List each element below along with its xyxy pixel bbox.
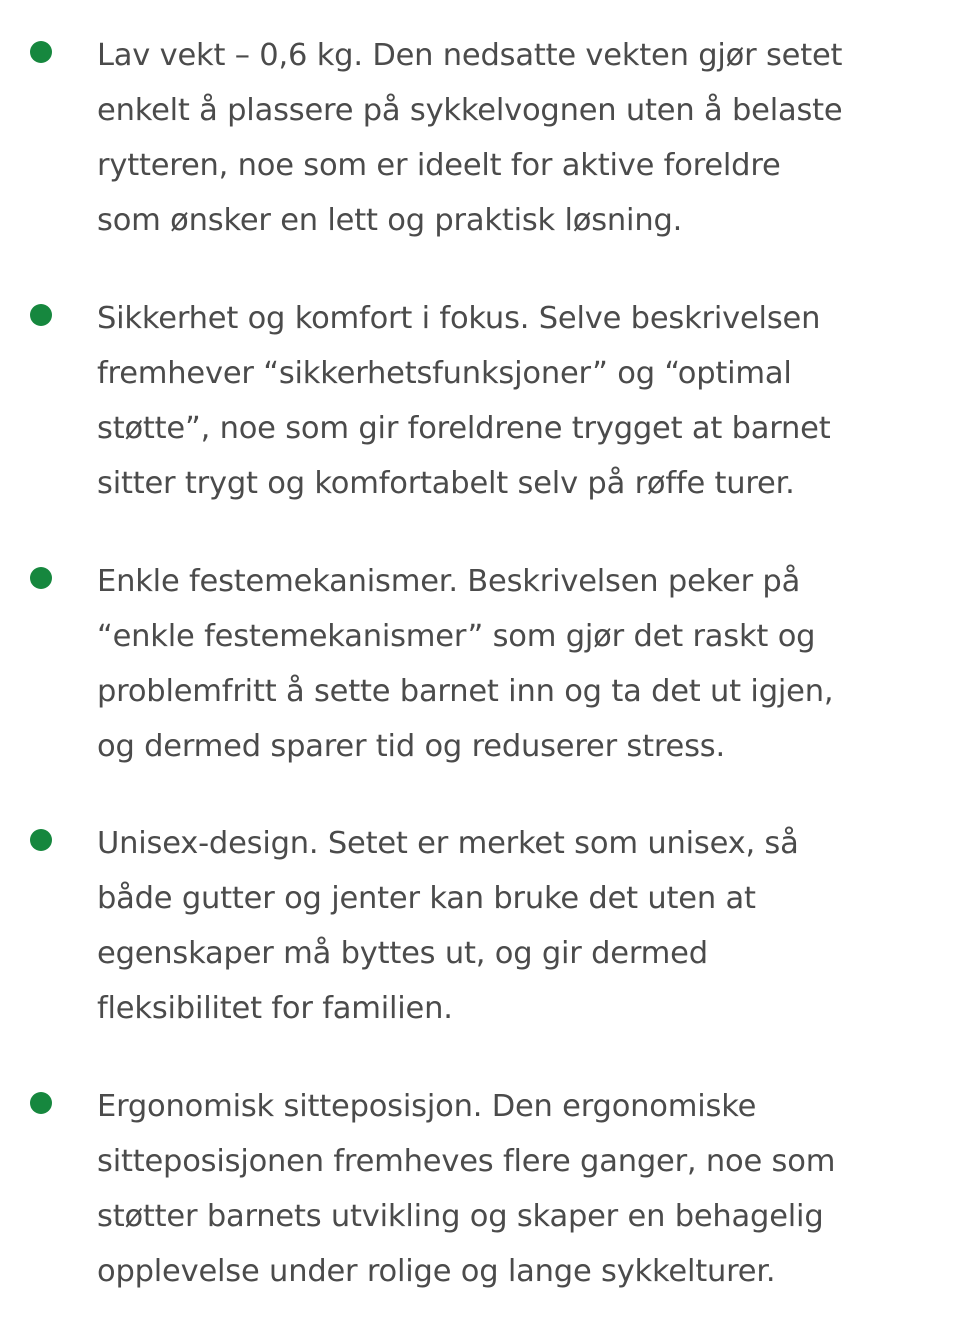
list-item-text (97, 554, 927, 774)
text-line: Unisex-design. Setet er merket som unisex, så (97, 826, 799, 861)
text-line: og dermed sparer tid og reduserer stress. (97, 729, 725, 764)
text-line: fremhever “sikkerhetsfunksjoner” og “optimal (97, 356, 792, 391)
list-item-text (97, 291, 927, 511)
bullet-icon (30, 829, 52, 851)
text-line: enkelt å plassere på sykkelvognen uten å belaste (97, 93, 843, 128)
text-line: støtte”, noe som gir foreldrene trygget at barnet (97, 411, 831, 446)
bullet-icon (30, 567, 52, 589)
text-line: støtter barnets utvikling og skaper en behagelig (97, 1199, 824, 1234)
text-line: “enkle festemekanismer” som gjør det raskt og (97, 619, 816, 654)
text-line: opplevelse under rolige og lange sykkelturer. (97, 1254, 776, 1289)
text-line: rytteren, noe som er ideelt for aktive foreldre (97, 148, 781, 183)
text-line: egenskaper må byttes ut, og gir dermed (97, 936, 708, 971)
text-line: Enkle festemekanismer. Beskrivelsen peker på (97, 564, 801, 599)
list-item-text (97, 28, 927, 248)
text-line: Sikkerhet og komfort i fokus. Selve beskrivelsen (97, 301, 821, 336)
text-line: både gutter og jenter kan bruke det uten at (97, 881, 756, 916)
text-line: fleksibilitet for familien. (97, 991, 453, 1026)
bullet-icon (30, 41, 52, 63)
bullet-icon (30, 1092, 52, 1114)
text-line: sitter trygt og komfortabelt selv på røffe turer. (97, 466, 795, 501)
list-item-text (97, 1079, 927, 1299)
text-line: sitteposisjonen fremheves flere ganger, noe som (97, 1144, 836, 1179)
text-line: Ergonomisk sitteposisjon. Den ergonomiske (97, 1089, 757, 1124)
list-item-text (97, 816, 927, 1036)
text-line: som ønsker en lett og praktisk løsning. (97, 203, 683, 238)
text-line: problemfritt å sette barnet inn og ta det ut igjen, (97, 674, 834, 709)
text-line: Lav vekt – 0,6 kg. Den nedsatte vekten gjør setet (97, 38, 843, 73)
bullet-icon (30, 304, 52, 326)
